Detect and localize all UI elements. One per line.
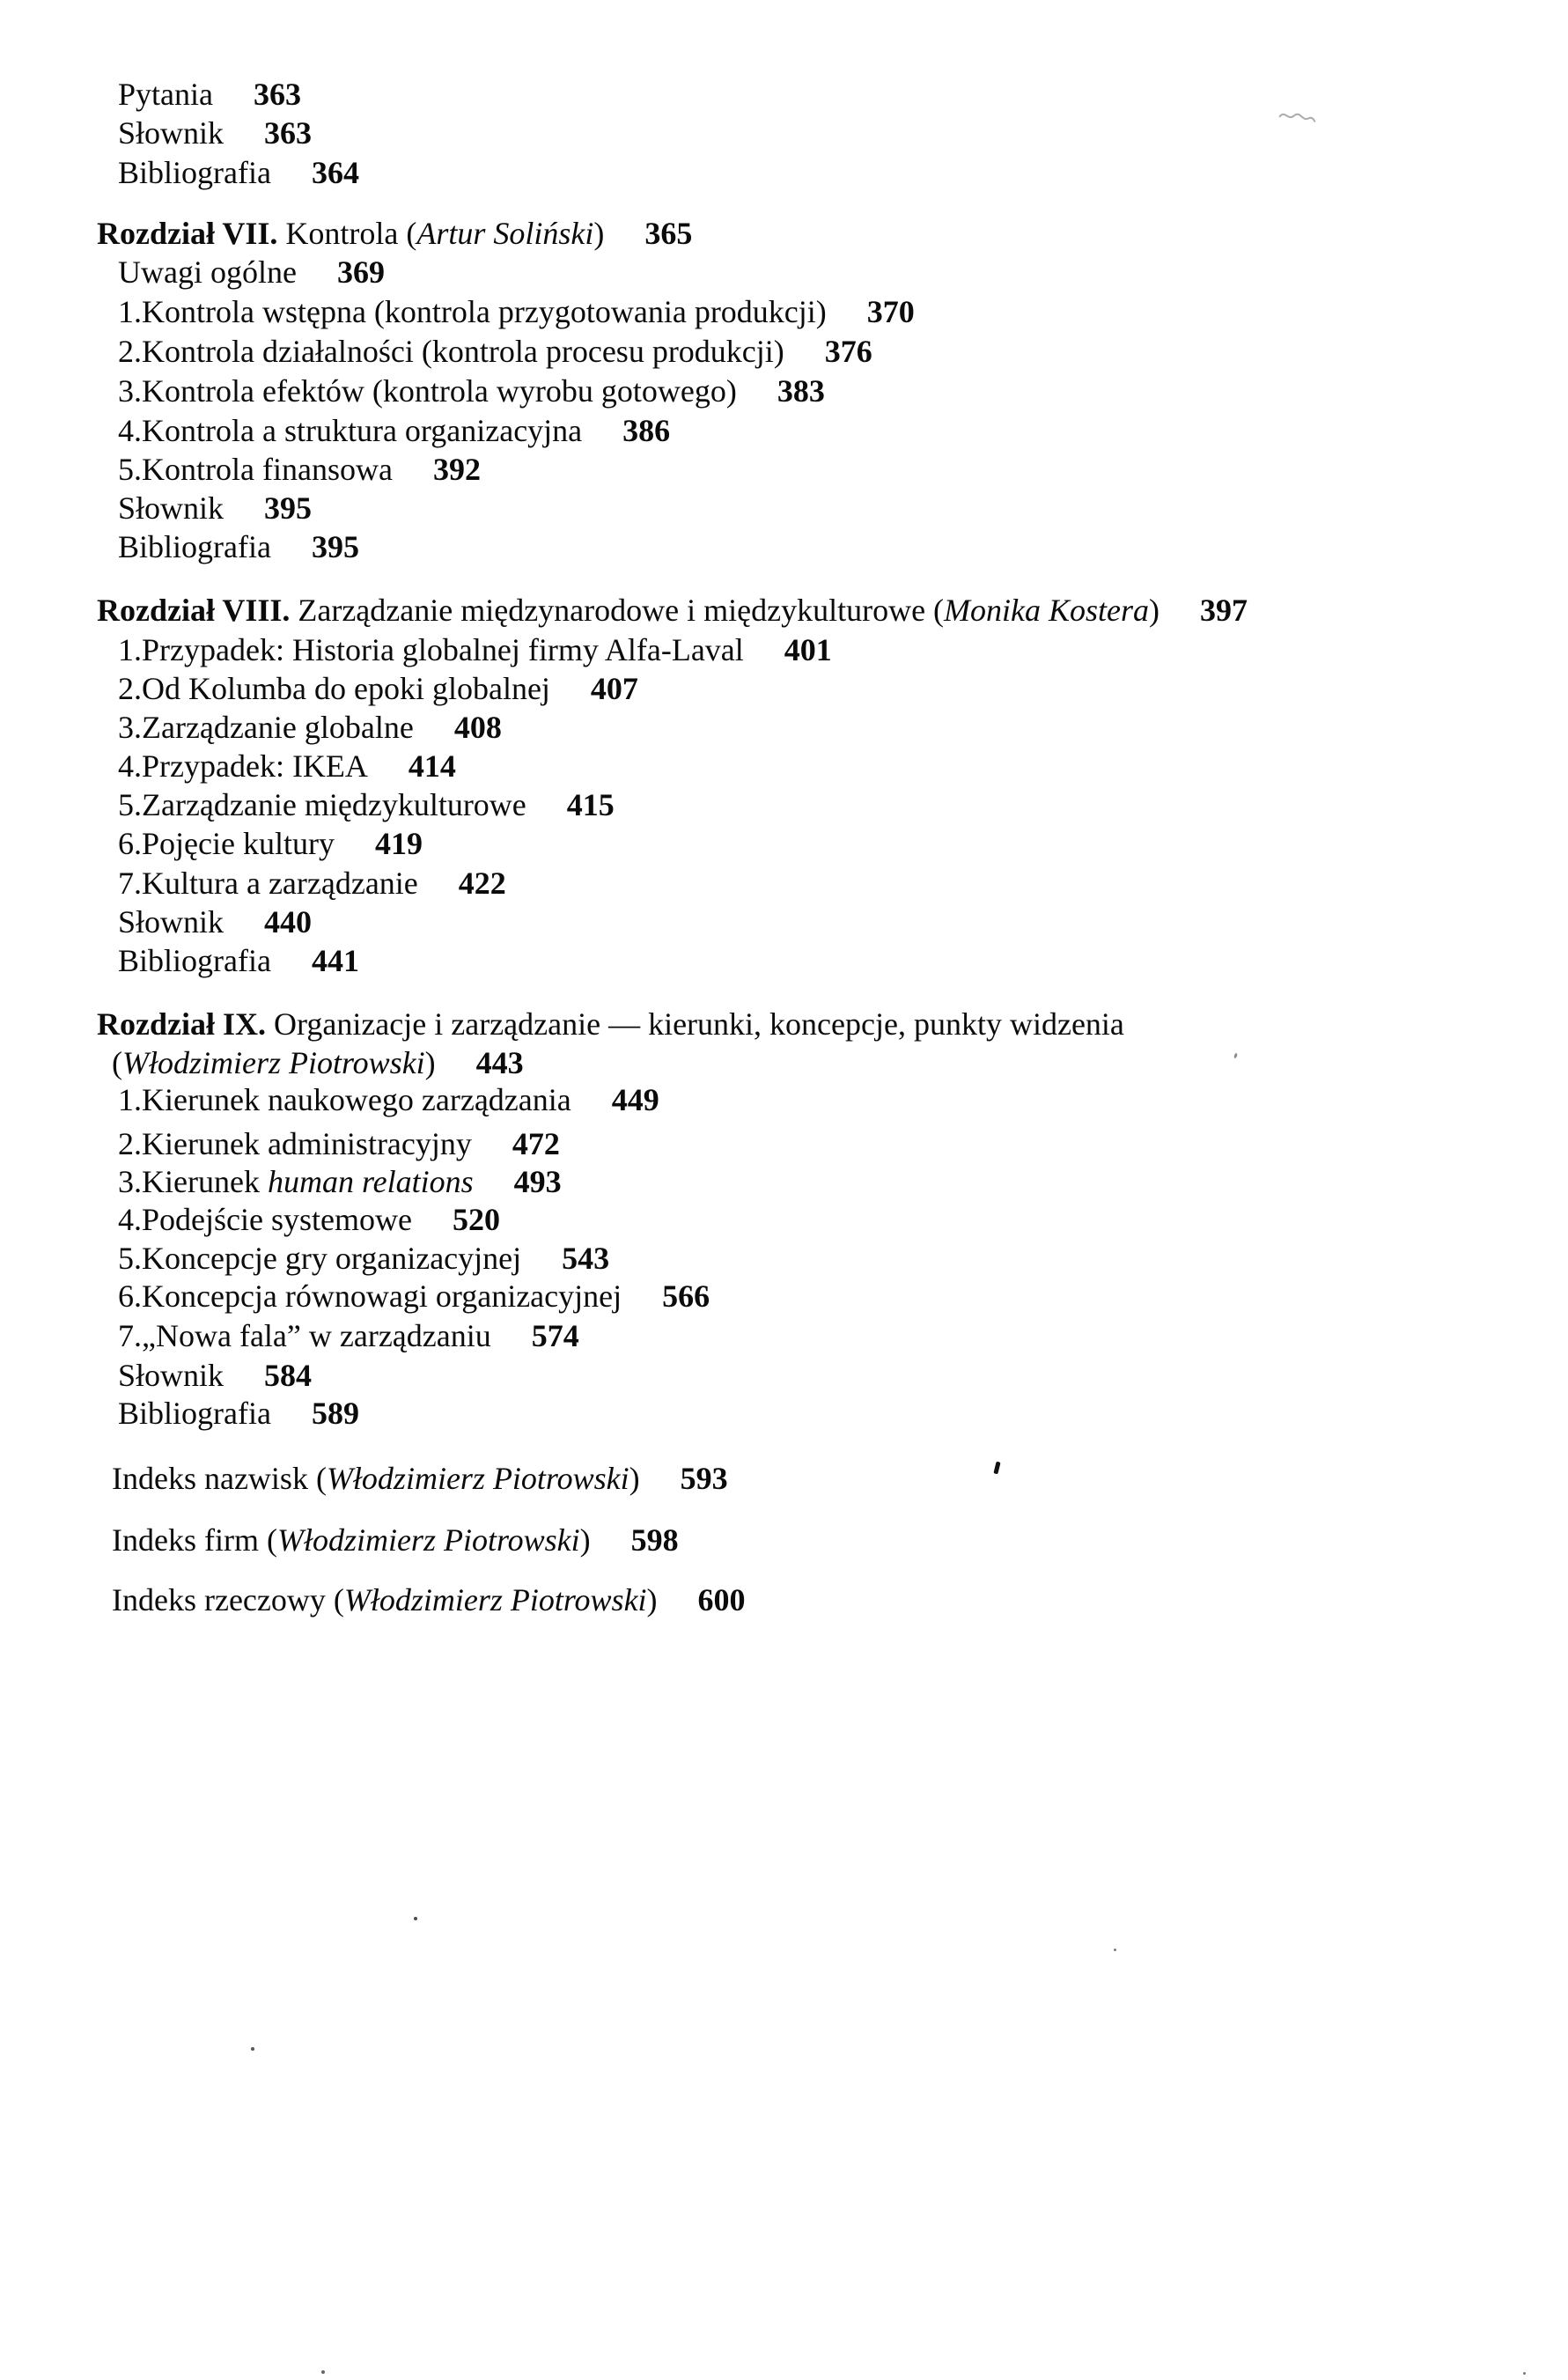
page-number: 600 <box>697 1582 746 1617</box>
toc-row <box>118 154 359 191</box>
entry-title: Słownik <box>118 1358 225 1393</box>
toc-row <box>118 670 638 707</box>
page-number: 440 <box>264 904 313 939</box>
page-number: 593 <box>680 1461 728 1496</box>
author-name: Monika Kostera <box>944 593 1150 628</box>
item-number: 1. <box>118 1082 142 1117</box>
page-number: 376 <box>824 334 872 369</box>
item-number: 3. <box>118 710 142 745</box>
entry-title: Bibliografia <box>118 529 271 564</box>
chapter-heading <box>97 592 1248 629</box>
author-name: Włodzimierz Piotrowski <box>343 1582 647 1617</box>
page-number: 401 <box>784 632 832 667</box>
page-number: 566 <box>662 1278 710 1314</box>
entry-title: Kierunek administracyjny <box>142 1126 472 1161</box>
page-number: 419 <box>374 826 423 861</box>
entry-title: Przypadek: Historia globalnej firmy Alfa-Laval <box>142 632 744 667</box>
entry-title: Kontrola a struktura organizacyjna <box>142 413 583 448</box>
page-number: 441 <box>311 943 359 978</box>
entry-title: Podejście systemowe <box>142 1202 412 1237</box>
entry-title: Organizacje i zarządzanie — kierunki, koncepcje, punkty widzenia <box>266 1006 1124 1042</box>
toc-row <box>118 1395 359 1432</box>
entry-title-end: ) <box>629 1461 640 1496</box>
toc-row <box>118 1163 562 1200</box>
author-name: Włodzimierz Piotrowski <box>326 1461 629 1496</box>
item-number: 5. <box>118 787 142 822</box>
index-entry <box>112 1460 728 1497</box>
page-number: 589 <box>311 1396 359 1431</box>
page-number: 598 <box>630 1522 679 1558</box>
page-number: 395 <box>264 490 313 526</box>
item-number: 2. <box>118 671 142 706</box>
entry-title: Przypadek: IKEA <box>142 748 368 784</box>
page-number: 422 <box>458 866 506 901</box>
chapter-label: Rozdział VIII. <box>97 593 291 628</box>
item-number: 4. <box>118 748 142 784</box>
item-number: 4. <box>118 1202 142 1237</box>
page-number: 543 <box>562 1241 610 1276</box>
item-number: 2. <box>118 334 142 369</box>
author-name: Artur Soliński <box>416 216 594 251</box>
toc-row <box>118 1278 710 1315</box>
item-number: 5. <box>118 1241 142 1276</box>
page-number: 574 <box>531 1318 579 1353</box>
item-number: 1. <box>118 632 142 667</box>
toc-row <box>118 942 359 979</box>
entry-title: „Nowa fala” w zarządzaniu <box>142 1318 491 1353</box>
entry-title: Bibliografia <box>118 1396 271 1431</box>
page-number: 407 <box>590 671 638 706</box>
entry-title: Uwagi ogólne <box>118 254 297 290</box>
scan-speck <box>1233 1053 1238 1059</box>
entry-title: Bibliografia <box>118 943 271 978</box>
toc-row <box>118 1317 579 1354</box>
entry-title: Zarządzanie międzykulturowe <box>142 787 526 822</box>
scan-speck <box>1523 2372 1526 2375</box>
item-number: 7. <box>118 866 142 901</box>
page-number: 397 <box>1200 593 1248 628</box>
item-number: 7. <box>118 1318 142 1353</box>
toc-row <box>118 1081 659 1118</box>
page-number: 392 <box>432 452 481 487</box>
page-number: 386 <box>622 413 671 448</box>
toc-row <box>118 490 312 527</box>
entry-title: Zarządzanie międzynarodowe i międzykulturowe ( <box>290 593 945 628</box>
toc-row <box>118 748 456 785</box>
entry-title-end: ) <box>646 1582 658 1617</box>
item-number: 3. <box>118 373 142 409</box>
toc-row <box>118 372 825 409</box>
entry-title: Kontrola efektów (kontrola wyrobu gotowego) <box>142 373 737 409</box>
toc-row <box>118 254 385 291</box>
page-number: 395 <box>311 529 359 564</box>
chapter-label: Rozdział VII. <box>97 216 278 251</box>
item-number: 6. <box>118 1278 142 1314</box>
author-name: Włodzimierz Piotrowski <box>122 1045 425 1080</box>
toc-row <box>118 1357 312 1394</box>
entry-title: Pytania <box>118 77 213 112</box>
toc-row <box>118 631 832 668</box>
page-number: 449 <box>611 1082 659 1117</box>
entry-title: Od Kolumba do epoki globalnej <box>142 671 550 706</box>
page-number: 369 <box>336 254 385 290</box>
toc-row <box>118 903 312 940</box>
scan-speck <box>321 2370 325 2374</box>
entry-title: Bibliografia <box>118 155 271 190</box>
chapter-heading <box>97 215 692 252</box>
entry-title: Pojęcie kultury <box>142 826 335 861</box>
index-entry <box>112 1581 746 1618</box>
item-number: 2. <box>118 1126 142 1161</box>
page-number: 383 <box>777 373 825 409</box>
entry-title: Indeks firm ( <box>112 1522 277 1558</box>
toc-row <box>118 1125 560 1162</box>
item-number: 3. <box>118 1164 142 1199</box>
entry-title: Słownik <box>118 490 225 526</box>
page-number: 363 <box>264 115 313 151</box>
chapter-heading-continuation <box>112 1044 524 1081</box>
toc-row <box>118 114 312 151</box>
entry-title: Kierunek <box>142 1164 268 1199</box>
page-number: 364 <box>311 155 359 190</box>
entry-title-end: ) <box>579 1522 591 1558</box>
entry-title-end: ) <box>1149 593 1160 628</box>
entry-title: Słownik <box>118 904 225 939</box>
item-number: 1. <box>118 294 142 329</box>
page-number: 365 <box>644 216 693 251</box>
entry-title: Kontrola finansowa <box>142 452 393 487</box>
toc-row <box>118 412 670 449</box>
entry-title-end: ) <box>424 1045 436 1080</box>
entry-title: Kierunek naukowego zarządzania <box>142 1082 571 1117</box>
foreign-term: human relations <box>267 1164 474 1199</box>
ink-mark <box>993 1462 1000 1475</box>
toc-row <box>118 528 359 565</box>
scan-smudge-icon <box>1276 94 1319 136</box>
toc-row <box>118 865 506 902</box>
entry-title: Kontrola ( <box>277 216 417 251</box>
page-number: 415 <box>566 787 615 822</box>
toc-row <box>118 451 481 488</box>
page-number: 520 <box>452 1202 500 1237</box>
author-name: Włodzimierz Piotrowski <box>276 1522 580 1558</box>
entry-title: Indeks rzeczowy ( <box>112 1582 344 1617</box>
item-number: 5. <box>118 452 142 487</box>
entry-title: Słownik <box>118 115 225 151</box>
entry-title: Koncepcje gry organizacyjnej <box>142 1241 522 1276</box>
toc-row <box>118 709 502 746</box>
entry-title: ( <box>112 1045 122 1080</box>
toc-row <box>118 333 872 370</box>
page-number: 414 <box>408 748 456 784</box>
entry-title: Kontrola wstępna (kontrola przygotowania produkcji) <box>142 294 827 329</box>
toc-row <box>118 293 915 330</box>
page-number: 363 <box>253 77 301 112</box>
page-number: 370 <box>866 294 915 329</box>
page-number: 408 <box>453 710 502 745</box>
scan-speck <box>251 2047 254 2051</box>
toc-row <box>118 1240 609 1277</box>
entry-title: Koncepcja równowagi organizacyjnej <box>142 1278 622 1314</box>
toc-row <box>118 1201 500 1238</box>
scan-speck <box>1114 1949 1116 1951</box>
toc-row <box>118 76 301 113</box>
chapter-label: Rozdział IX. <box>97 1006 266 1042</box>
page-number: 493 <box>513 1164 562 1199</box>
index-entry <box>112 1522 679 1558</box>
item-number: 6. <box>118 826 142 861</box>
toc-row <box>118 825 423 862</box>
page-number: 472 <box>512 1126 560 1161</box>
page-number: 584 <box>264 1358 313 1393</box>
entry-title: Kontrola działalności (kontrola procesu produkcji) <box>142 334 784 369</box>
entry-title-end: ) <box>593 216 605 251</box>
scan-speck <box>414 1917 417 1920</box>
entry-title: Kultura a zarządzanie <box>142 866 418 901</box>
item-number: 4. <box>118 413 142 448</box>
page-number: 443 <box>475 1045 524 1080</box>
entry-title: Zarządzanie globalne <box>142 710 414 745</box>
toc-row <box>118 786 615 823</box>
chapter-heading <box>97 1006 1124 1043</box>
entry-title: Indeks nazwisk ( <box>112 1461 327 1496</box>
